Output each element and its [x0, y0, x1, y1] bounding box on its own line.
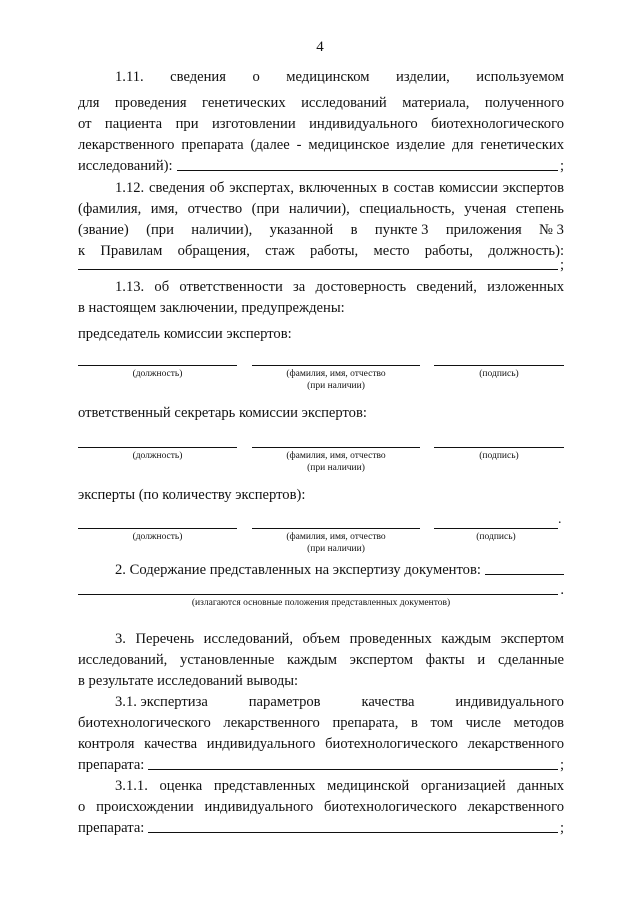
word: обращения, [177, 243, 250, 259]
fill-in-blank[interactable] [148, 768, 558, 770]
word: 3.1. экспертиза [115, 694, 208, 710]
p3-1-line3: контроля качества индивидуального биотехнологического лекарственного [78, 736, 564, 752]
punct: ; [559, 158, 564, 174]
caption-signature: (подпись) [476, 532, 516, 542]
fill-in-blank[interactable] [78, 268, 558, 270]
word: Правилам [100, 243, 163, 259]
chair-name-line[interactable] [252, 365, 420, 366]
word: качества [361, 694, 415, 710]
caption-name: (фамилия, имя, отчество [286, 369, 386, 379]
punct: ; [559, 757, 564, 773]
p1-12-line5 [78, 256, 564, 274]
p3-line3: в результате исследований выводы: [78, 673, 299, 689]
word: № 3 [539, 222, 564, 238]
word: специальность, [359, 201, 455, 217]
word: степень [515, 201, 564, 217]
expert-signature-line[interactable] [434, 528, 558, 529]
caption-position: (должность) [132, 451, 183, 461]
word: место [373, 243, 410, 259]
p3-1-1-line1: 3.1.1. оценка представленных медицинской организацией данных [115, 778, 564, 794]
p1-11-line1 [78, 68, 564, 86]
word: параметров [248, 694, 321, 710]
text: 2. Содержание представленных на экспертизу документов: [115, 562, 481, 578]
word: в [350, 222, 358, 238]
secretary-name-line[interactable] [252, 447, 420, 448]
word: наличии), [288, 201, 350, 217]
p3-1-line2: биотехнологического лекарственного препарата, в том числе методов [78, 715, 564, 731]
word: стаж [265, 243, 295, 259]
word: ученая [464, 201, 507, 217]
secretary-position-line[interactable] [78, 447, 237, 448]
caption-name: (фамилия, имя, отчество [286, 451, 386, 461]
text: препарата: [78, 757, 145, 773]
caption-name: (фамилия, имя, отчество [286, 532, 386, 542]
word: отчество [187, 201, 243, 217]
p1-11-line2: для проведения генетических исследований материала, полученного [78, 95, 564, 111]
caption-position: (должность) [132, 369, 183, 379]
word: используемом [476, 69, 564, 85]
p3-1-line1 [78, 693, 564, 711]
p3-1-line4 [78, 756, 564, 774]
page-number: 4 [316, 39, 324, 55]
word: пункте 3 [374, 222, 429, 238]
word: указанной [269, 222, 334, 238]
p2-caption: (излагаются основные положения представленных документов) [191, 598, 451, 608]
p1-11-line4: лекарственного препарата (далее - медицинское изделие для генетических [78, 137, 564, 153]
p3-line2: исследований, установленные каждым экспертом факты и сделанные [78, 652, 564, 668]
caption-name-note: (при наличии) [307, 381, 365, 391]
p1-12-line1: 1.12. сведения об экспертах, включенных в состав комиссии экспертов [115, 180, 564, 196]
word: работы, [310, 243, 359, 259]
p1-13-line2: в настоящем заключении, предупреждены: [78, 300, 345, 316]
caption-name-note: (при наличии) [307, 463, 365, 473]
word: 1.11. [115, 69, 144, 85]
chair-signature-line[interactable] [434, 365, 564, 366]
word: (при [146, 222, 174, 238]
fill-in-blank[interactable] [485, 573, 564, 575]
word: к [78, 243, 86, 259]
word: индивидуального [455, 694, 564, 710]
caption-signature: (подпись) [479, 369, 519, 379]
word: (звание) [78, 222, 129, 238]
punct: ; [559, 820, 564, 836]
fill-in-blank[interactable] [177, 169, 558, 171]
word: имя, [150, 201, 179, 217]
caption-position: (должность) [132, 532, 183, 542]
text: исследований): [78, 158, 173, 174]
fill-in-blank[interactable] [78, 593, 558, 595]
p1-11-line3: от пациента при изготовлении индивидуального биотехнологического [78, 116, 564, 132]
expert-position-line[interactable] [78, 528, 237, 529]
fill-in-blank[interactable] [148, 831, 558, 833]
punct: ; [559, 257, 564, 273]
p1-13-line1: 1.13. об ответственности за достоверность сведений, изложенных [115, 279, 564, 295]
secretary-signature-line[interactable] [434, 447, 564, 448]
word: сведения [170, 69, 226, 85]
punct: . [560, 582, 564, 598]
caption-signature: (подпись) [479, 451, 519, 461]
p3-1-1-line3 [78, 819, 564, 837]
p1-12-line2 [78, 200, 564, 218]
word: (фамилия, [78, 201, 142, 217]
experts-label: эксперты (по количеству экспертов): [78, 487, 306, 503]
word: приложения [445, 222, 522, 238]
word: наличии), [191, 222, 253, 238]
p1-11-line5 [78, 157, 564, 175]
chair-label: председатель комиссии экспертов: [78, 326, 292, 342]
word: изделии, [396, 69, 450, 85]
caption-name-note: (при наличии) [307, 544, 365, 554]
p2-line1 [78, 561, 564, 579]
text: препарата: [78, 820, 145, 836]
word: (при [251, 201, 280, 217]
p3-1-1-line2: о происхождении индивидуального биотехнологического лекарственного [78, 799, 564, 815]
experts-period: . [558, 512, 562, 527]
word: работы, [424, 243, 473, 259]
word: медицинском [286, 69, 370, 85]
word: должность): [488, 243, 564, 259]
secretary-label: ответственный секретарь комиссии экспертов: [78, 405, 367, 421]
chair-position-line[interactable] [78, 365, 237, 366]
p1-12-line3 [78, 221, 564, 239]
expert-name-line[interactable] [252, 528, 420, 529]
p3-line1: 3. Перечень исследований, объем проведенных каждым экспертом [115, 631, 564, 647]
word: о [252, 69, 260, 85]
